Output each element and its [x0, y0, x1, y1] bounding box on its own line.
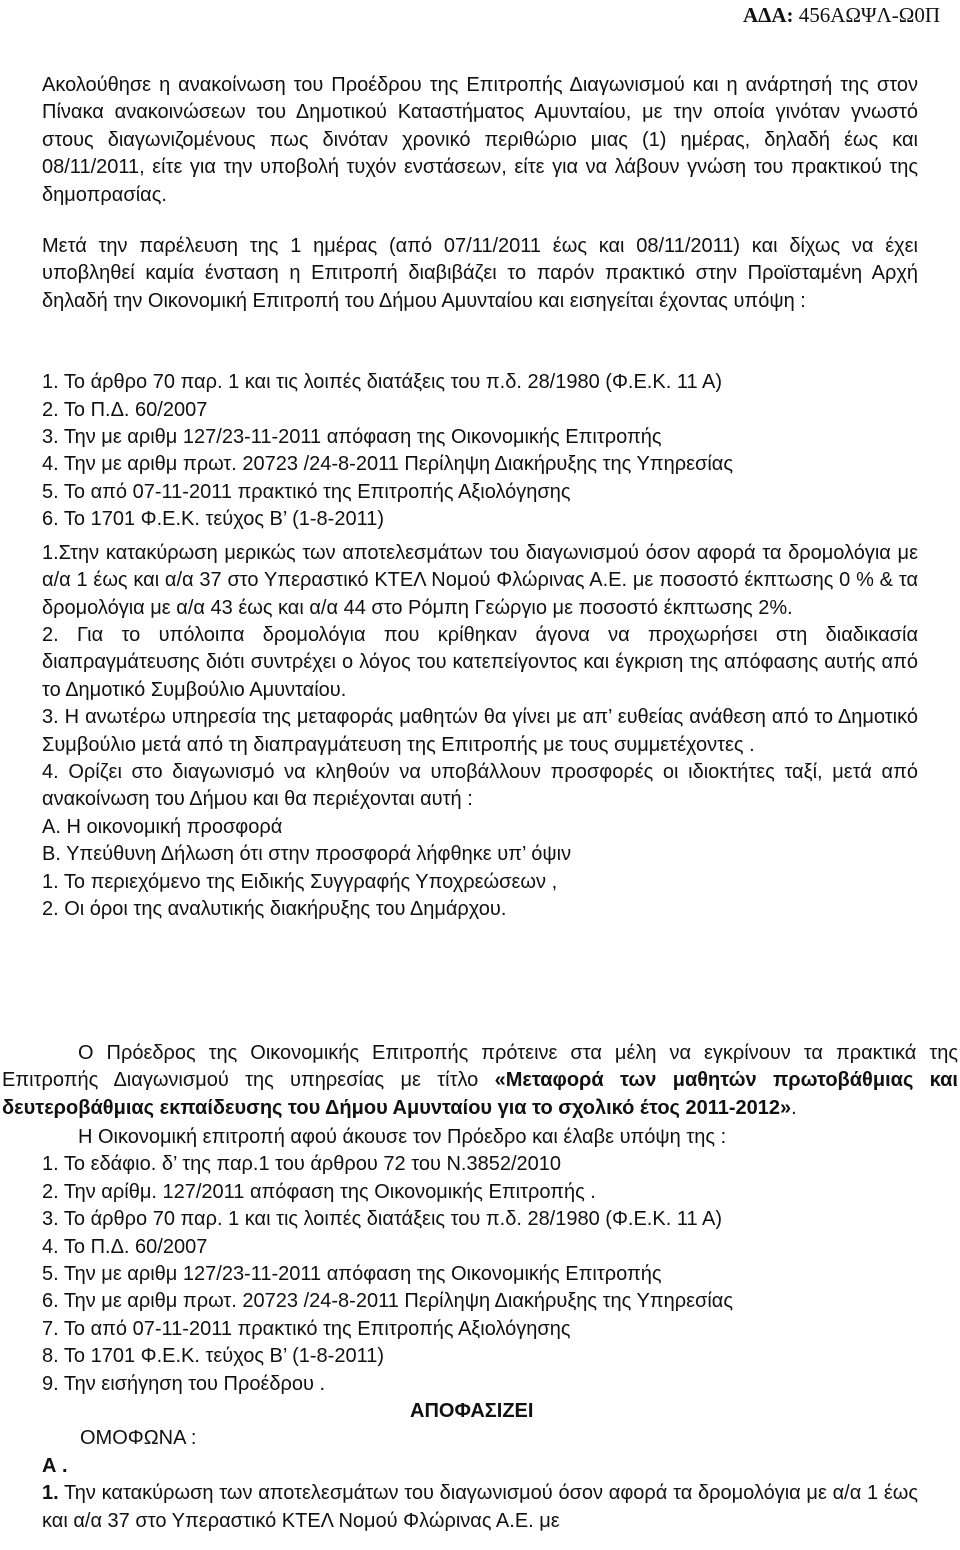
committee-section — [42, 1124, 918, 1535]
list-item: 1. Το περιεχόμενο της Ειδικής Συγγραφής Υποχρεώσεων , — [42, 870, 558, 893]
committee-intro: Η Οικονομική επιτροπή αφού άκουσε τον Πρόεδρο και έλαβε υπόψη της : — [78, 1126, 727, 1148]
ada-label: ΑΔΑ: — [742, 3, 794, 27]
list-item: 2. Οι όροι της αναλυτικής διακήρυξης του Δημάρχου. — [42, 897, 507, 920]
proposal-item: 2. Για το υπόλοιπα δρομολόγια που κρίθηκαν άγονα να προχωρήσει στη διαδικασία διαπραγμάτευσης διότι συντρέχει ο λόγος του κατεπείγοντος και έγκριση της απόφασης αυτής από το Δημοτικό Συμβούλιο Αμυνταίου. — [42, 623, 918, 701]
list-item: 2. Την αρίθμ. 127/2011 απόφαση της Οικονομικής Επιτροπής . — [42, 1180, 596, 1203]
decision-heading: ΑΠΟΦΑΣΙΖΕΙ — [410, 1400, 534, 1423]
list-item: 3. Την με αριθμ 127/23-11-2011 απόφαση της Οικονομικής Επιτροπής — [42, 426, 662, 449]
president-text-end: . — [791, 1096, 797, 1119]
proposal-item: 3. Η ανωτέρω υπηρεσία της μεταφοράς μαθητών θα γίνει με απ’ ευθείας ανάθεση από το Δημοτικό Συμβούλιο μετά από τη διαπραγμάτευση της Επιτροπής με τους συμμετέχοντες . — [42, 706, 918, 756]
president-text: Ο Πρόεδρος της Οικονομικής Επιτροπής πρότεινε στα μέλη να εγκρίνουν τα πρακτικά της Επιτροπής Διαγωνισμού της υπηρεσίας με τίτλο — [2, 1042, 958, 1092]
considerations-list — [42, 369, 918, 533]
sub-list — [42, 814, 918, 924]
list-item: 8. Το 1701 Φ.Ε.Κ. τεύχος Β’ (1-8-2011) — [42, 1345, 385, 1368]
list-item: 5. Το από 07-11-2011 πρακτικό της Επιτροπής Αξιολόγησης — [42, 480, 571, 503]
unanimous-label: ΟΜΟΦΩΝΑ : — [80, 1427, 197, 1450]
final-number: 1. — [42, 1482, 59, 1505]
list-item: 9. Την εισήγηση του Προέδρου . — [42, 1372, 326, 1395]
list-item: 2. Το Π.Δ. 60/2007 — [42, 398, 208, 421]
list-item: 7. Το από 07-11-2011 πρακτικό της Επιτροπής Αξιολόγησης — [42, 1317, 571, 1340]
list-item: 6. Το 1701 Φ.Ε.Κ. τεύχος Β’ (1-8-2011) — [42, 508, 385, 531]
final-decision — [42, 1480, 918, 1535]
president-proposal — [2, 1040, 958, 1122]
list-item: 1. Το εδάφιο. δ’ της παρ.1 του άρθρου 72 του Ν.3852/2010 — [42, 1153, 562, 1176]
committee-list — [42, 1151, 918, 1398]
list-item: 4. Την με αριθμ πρωτ. 20723 /24-8-2011 Περίληψη Διακήρυξης της Υπηρεσίας — [42, 453, 734, 476]
proposal-item: 1.Στην κατακύρωση μερικώς των αποτελεσμάτων του διαγωνισμού όσον αφορά τα δρομολόγια με α/α 1 έως και α/α 37 στο Υπεραστικό ΚΤΕΛ Νομού Φλώρινας Α.Ε. με ποσοστό έκπτωσης 0 % & τα δρομολόγια με α/α 43 έως και α/α 44 στο Ρόμπη Γεώργιο με ποσοστό έκπτωσης 2%. — [42, 541, 918, 619]
list-item: 1. Το άρθρο 70 παρ. 1 και τις λοιπές διατάξεις του π.δ. 28/1980 (Φ.Ε.Κ. 11 Α) — [42, 371, 723, 394]
proposal-item: 4. Ορίζει στο διαγωνισμό να κληθούν να υποβάλλουν προσφορές οι ιδιοκτήτες ταξί, μετά από ανακοίνωση του Δήμου και θα περιέχονται αυτή : — [42, 760, 918, 811]
section-a-label: Α . — [42, 1454, 68, 1477]
final-text: Την κατακύρωση των αποτελεσμάτων του διαγωνισμού όσον αφορά τα δρομολόγια με α/α 1 έως και α/α 37 στο Υπεραστικό ΚΤΕΛ Νομού Φλώρινας Α.Ε. με — [42, 1482, 918, 1532]
paragraph-announcement: Ακολούθησε η ανακοίνωση του Προέδρου της Επιτροπής Διαγωνισμού και η ανάρτησή της στον Πίνακα ανακοινώσεων του Δημοτικού Καταστήματος Αμυνταίου, με την οποία γινόταν γνωστό στους διαγωνιζομένους πως δινόταν χρονικό περιθώριο μιας (1) ημέρας, δηλαδή έως και 08/11/2011, είτε για την υποβολή τυχόν ενστάσεων, είτε για να λάβουν γνώση του πρακτικού της δημοπρασίας. — [42, 74, 918, 206]
list-item: Α. Η οικονομική προσφορά — [42, 815, 283, 838]
ada-header — [743, 2, 940, 29]
list-item: 4. Το Π.Δ. 60/2007 — [42, 1235, 208, 1258]
list-item: 3. Το άρθρο 70 παρ. 1 και τις λοιπές διατάξεις του π.δ. 28/1980 (Φ.Ε.Κ. 11 Α) — [42, 1208, 723, 1231]
ada-code: 456ΑΩΨΛ-Ω0Π — [798, 3, 940, 27]
list-item: 6. Την με αριθμ πρωτ. 20723 /24-8-2011 Περίληψη Διακήρυξης της Υπηρεσίας — [42, 1290, 734, 1313]
list-item: Β. Υπεύθυνη Δήλωση ότι στην προσφορά λήφθηκε υπ’ όψιν — [42, 843, 572, 866]
main-content — [42, 72, 918, 923]
paragraph-forwarding: Μετά την παρέλευση της 1 ημέρας (από 07/11/2011 έως και 08/11/2011) και δίχως να έχει υποβληθεί καμία ένσταση η Επιτροπή διαβιβάζει το παρόν πρακτικό στην Προϊσταμένη Αρχή δηλαδή την Οικονομική Επιτροπή του Δήμου Αμυνταίου και εισηγείται έχοντας υπόψη : — [42, 235, 918, 312]
service-title: «Μεταφορά των μαθητών πρωτοβάθμιας και δευτεροβάθμιας εκπαίδευσης του Δήμου Αμυνταίου για το σχολικό έτος 2011-2012» — [2, 1069, 958, 1119]
list-item: 5. Την με αριθμ 127/23-11-2011 απόφαση της Οικονομικής Επιτροπής — [42, 1263, 662, 1286]
proposals-list — [42, 540, 918, 814]
